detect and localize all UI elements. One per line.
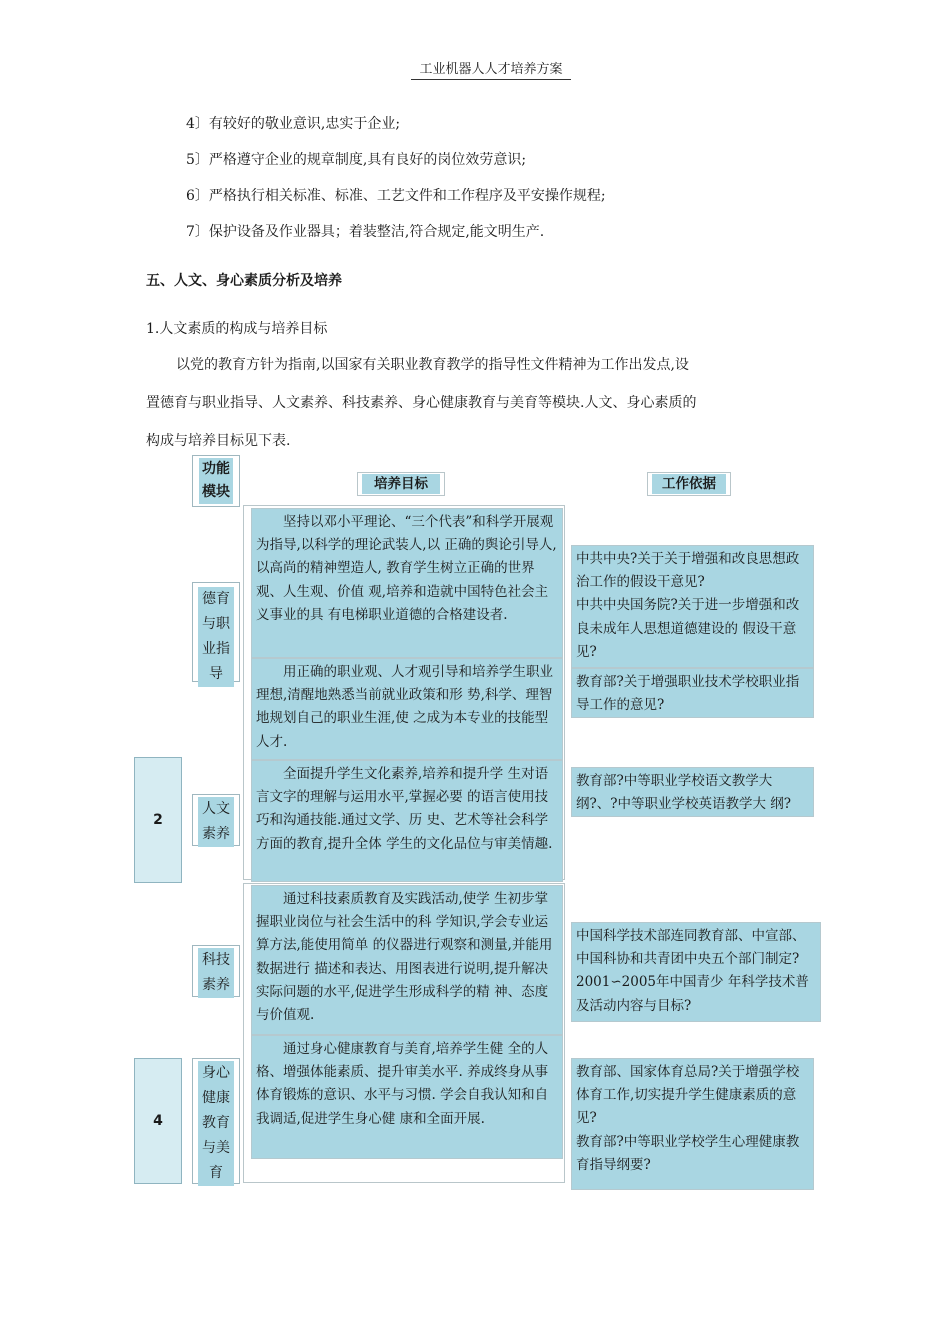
paragraph-line: 构成与培养目标见下表.	[146, 433, 291, 449]
module-line: 科技	[198, 948, 234, 973]
goal-cell: 坚持以邓小平理论、“三个代表”和科学开展观为指导,以科学的理论武装人,以 正确的舆论引导人,以高尚的精神塑造人, 教育学生树立正确的世界观、人生观、价值 观,培养和造就中国特色社会主义事业的具 有电梯职业道德的合格建设者.	[251, 508, 563, 658]
module-line: 健康	[198, 1086, 234, 1111]
module-keji	[192, 945, 240, 997]
paragraph-line: 以党的教育方针为指南,以国家有关职业教育教学的指导性文件精神为工作出发点,设	[176, 357, 689, 373]
basis-cell: 教育部?中等职业学校语文教学大纲?、?中等职业学校英语教学大 纲?	[571, 767, 814, 817]
list-item: 7〕保护设备及作业器具；着装整洁,符合规定,能文明生产.	[186, 224, 545, 240]
basis-cell: 中国科学技术部连同教育部、中宣部、中国科协和共青团中央五个部门制定?2001∽2005年中国青少 年科学技术普及活动内容与目标?	[571, 922, 821, 1022]
basis-cell: 教育部?关于增强职业技术学校职业指导工作的意见?	[571, 668, 814, 718]
header-goal: 培养目标	[362, 474, 440, 494]
page-header: 工业机器人人才培养方案	[411, 58, 571, 80]
module-line: 身心	[198, 1061, 234, 1086]
module-shenxin	[192, 1058, 240, 1184]
module-renwen	[192, 794, 240, 846]
module-line: 教育	[198, 1111, 234, 1136]
module-line: 素养	[198, 822, 234, 847]
goal-cell: 全面提升学生文化素养,培养和提升学 生对语言文字的理解与运用水平,掌握必要 的语言使用技巧和沟通技能.通过文学、历 史、艺术等社会科学方面的教育,提升全体 学生的文化品位与审美情趣.	[251, 760, 563, 882]
header-module	[192, 455, 240, 507]
section-title: 五、人文、身心素质分析及培养	[146, 273, 342, 289]
module-deyu	[192, 582, 240, 682]
basis-text: 教育部、国家体育总局?关于增强学校体育工作,切实提升学生健康素质的意见?	[576, 1064, 800, 1127]
module-line: 德育	[198, 587, 234, 612]
header-basis: 工作依据	[652, 474, 726, 494]
list-item: 6〕严格执行相关标准、标准、工艺文件和工作程序及平安操作规程;	[186, 188, 606, 204]
subsection-title: 1.人文素质的构成与培养目标	[146, 321, 328, 337]
basis-text: 中共中央?关于关于增强和改良思想政治工作的假设干意见?	[576, 551, 800, 591]
module-line: 人文	[198, 797, 234, 822]
goal-cell: 通过身心健康教育与美育,培养学生健 全的人格、增强体能素质、提升审美水平. 养成终身从事体育锻炼的意识、水平与习惯. 学会自我认知和自我调适,促进学生身心健 康和全面开展.	[251, 1035, 563, 1159]
row-number: 4	[134, 1058, 182, 1184]
basis-cell	[571, 1058, 814, 1190]
paragraph-line: 置德育与职业指导、人文素养、科技素养、身心健康教育与美育等模块.人文、身心素质的	[146, 395, 697, 411]
module-line: 导	[198, 662, 234, 687]
row-number: 2	[134, 757, 182, 883]
module-line: 与职	[198, 612, 234, 637]
list-item: 4〕有较好的敬业意识,忠实于企业;	[186, 116, 401, 132]
module-line: 育	[198, 1161, 234, 1186]
basis-text: 教育部?中等职业学校学生心理健康教育指导纲要?	[576, 1133, 800, 1173]
goal-cell: 用正确的职业观、人才观引导和培养学生职业理想,清醒地熟悉当前就业政策和形 势,科学、理智地规划自己的职业生涯,使 之成为本专业的技能型人才.	[251, 658, 563, 760]
basis-text: 中共中央国务院?关于进一步增强和改良未成年人思想道德建设的 假设干意见?	[576, 597, 800, 660]
list-item: 5〕严格遵守企业的规章制度,具有良好的岗位效劳意识;	[186, 152, 527, 168]
module-line: 业指	[198, 637, 234, 662]
header-module-line: 功能	[199, 458, 233, 481]
header-module-line: 模块	[199, 481, 233, 504]
module-line: 素养	[198, 973, 234, 998]
module-line: 与美	[198, 1136, 234, 1161]
goal-cell: 通过科技素质教育及实践活动,使学 生初步掌握职业岗位与社会生活中的科 学知识,学会专业运算方法,能使用简单 的仪器进行观察和测量,并能用数据进行 描述和表达、用图表进行说明,提升解决 实际问题的水平,促进学生形成科学的精 神、态度与价值观.	[251, 885, 563, 1035]
basis-cell	[571, 545, 814, 668]
